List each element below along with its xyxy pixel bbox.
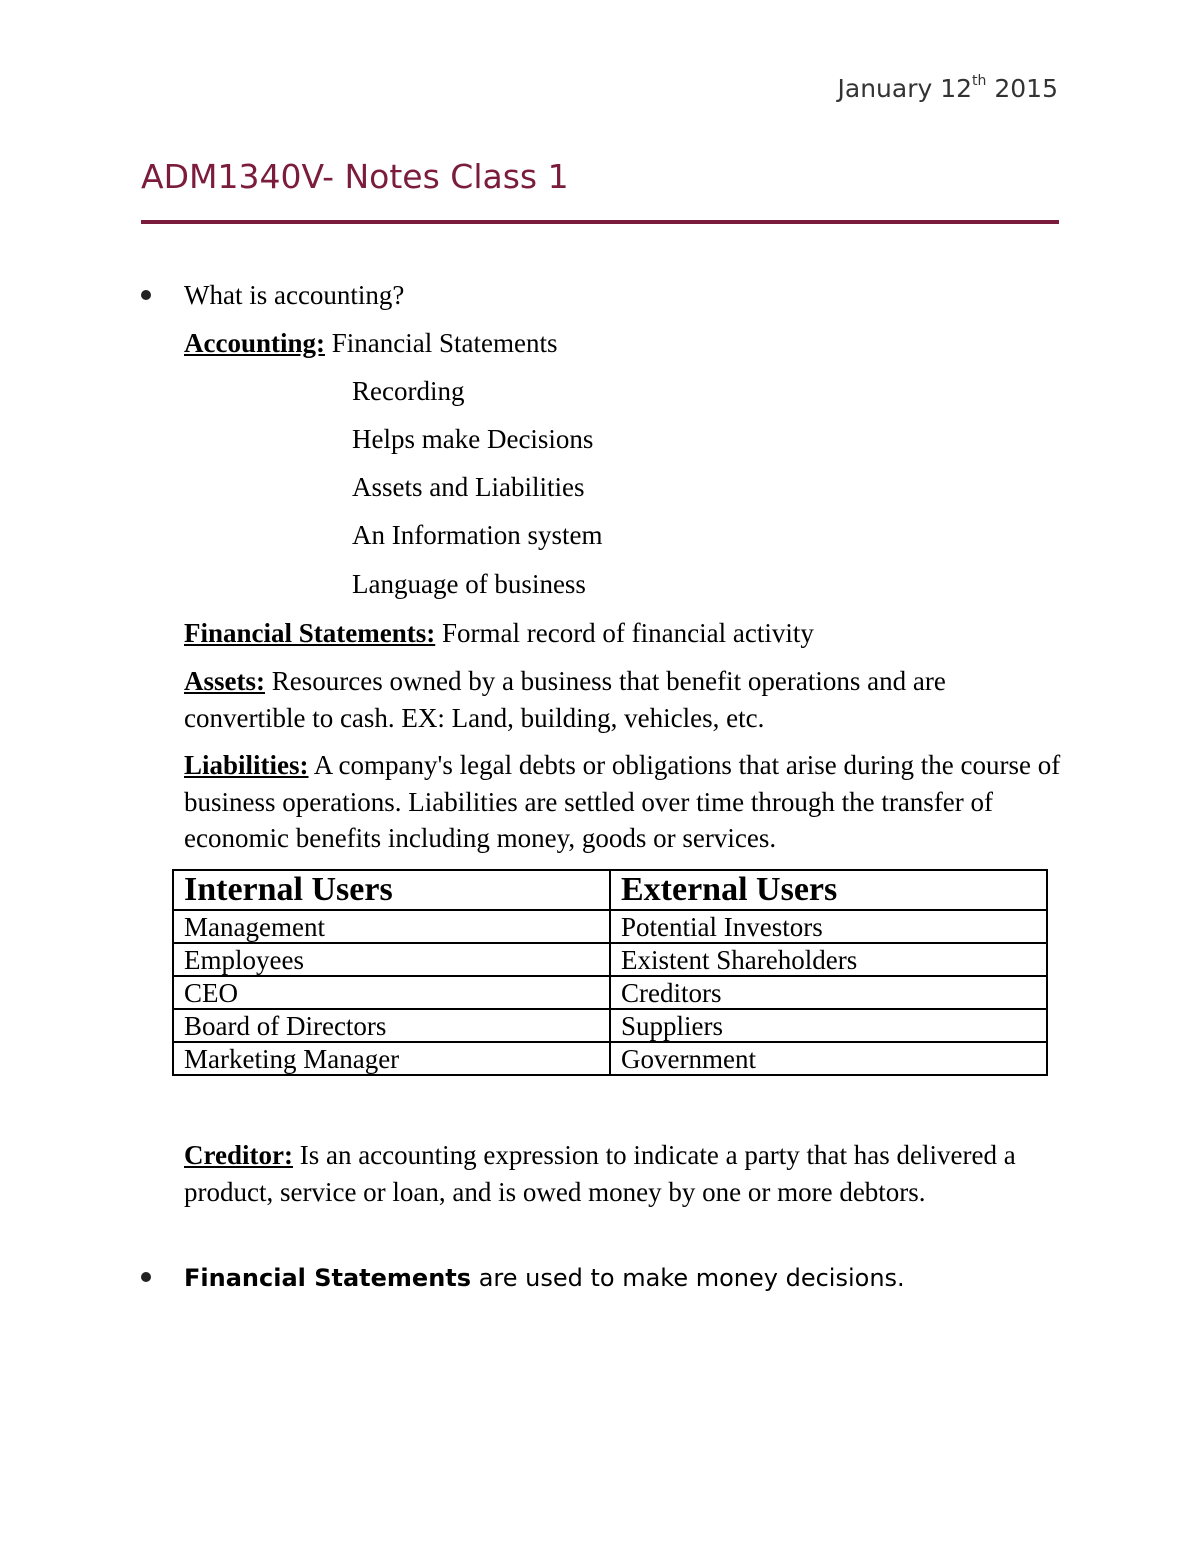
accounting-definition [184, 325, 557, 361]
table-cell: Suppliers [610, 1009, 1047, 1042]
date-month-day: January 12 [837, 74, 973, 103]
table-header-row [173, 870, 1047, 910]
table-row [173, 976, 1047, 1009]
table-cell: Creditors [610, 976, 1047, 1009]
table-cell: Employees [173, 943, 610, 976]
table-row [173, 943, 1047, 976]
accounting-item: Helps make Decisions [352, 424, 594, 454]
creditor-definition [184, 1137, 1064, 1210]
bullet-question: What is accounting? [184, 280, 405, 310]
creditor-text: Is an accounting expression to indicate a party that has delivered a product, service or loan, and is owed money by one or more debtors. [184, 1140, 1016, 1207]
table-row [173, 910, 1047, 943]
accounting-item: An Information system [352, 520, 603, 550]
table-row [173, 1042, 1047, 1075]
table-cell: Management [173, 910, 610, 943]
users-table [172, 869, 1048, 1076]
financial-statements-term: Financial Statements: [184, 618, 436, 648]
table-cell: Board of Directors [173, 1009, 610, 1042]
financial-statements-definition [184, 615, 814, 651]
accounting-item: Language of business [352, 569, 586, 599]
table-cell: CEO [173, 976, 610, 1009]
document-title: ADM1340V- Notes Class 1 [141, 157, 569, 196]
financial-statements-text: Formal record of financial activity [435, 618, 814, 648]
accounting-term: Accounting: [184, 328, 325, 358]
document-date [838, 74, 1059, 103]
date-suffix: th [972, 72, 987, 89]
date-year: 2015 [986, 74, 1058, 103]
table-cell: Potential Investors [610, 910, 1047, 943]
assets-term: Assets: [184, 666, 265, 696]
financial-statements-rest: are used to make money decisions. [471, 1264, 905, 1292]
liabilities-definition [184, 747, 1064, 857]
accounting-item: Recording [352, 376, 465, 406]
table-header-internal: Internal Users [173, 870, 610, 910]
creditor-term: Creditor: [184, 1140, 293, 1170]
financial-statements-bold: Financial Statements [184, 1264, 472, 1292]
table-row [173, 1009, 1047, 1042]
title-divider [141, 220, 1059, 224]
assets-text: Resources owned by a business that benefit operations and are convertible to cash. EX: Land, building, vehicles, etc. [184, 666, 946, 733]
assets-definition [184, 663, 1064, 736]
financial-statements-bullet [184, 1260, 905, 1296]
table-header-external: External Users [610, 870, 1047, 910]
liabilities-term: Liabilities: [184, 750, 309, 780]
table-cell: Existent Shareholders [610, 943, 1047, 976]
liabilities-text: A company's legal debts or obligations that arise during the course of business operations. Liabilities are settled over time through the transfer of economic benefits including money, goods or services. [184, 750, 1061, 853]
bullet-icon [141, 290, 151, 300]
bullet-icon [141, 1272, 151, 1282]
accounting-first-item: Financial Statements [325, 328, 558, 358]
table-cell: Marketing Manager [173, 1042, 610, 1075]
accounting-item: Assets and Liabilities [352, 472, 585, 502]
table-cell: Government [610, 1042, 1047, 1075]
